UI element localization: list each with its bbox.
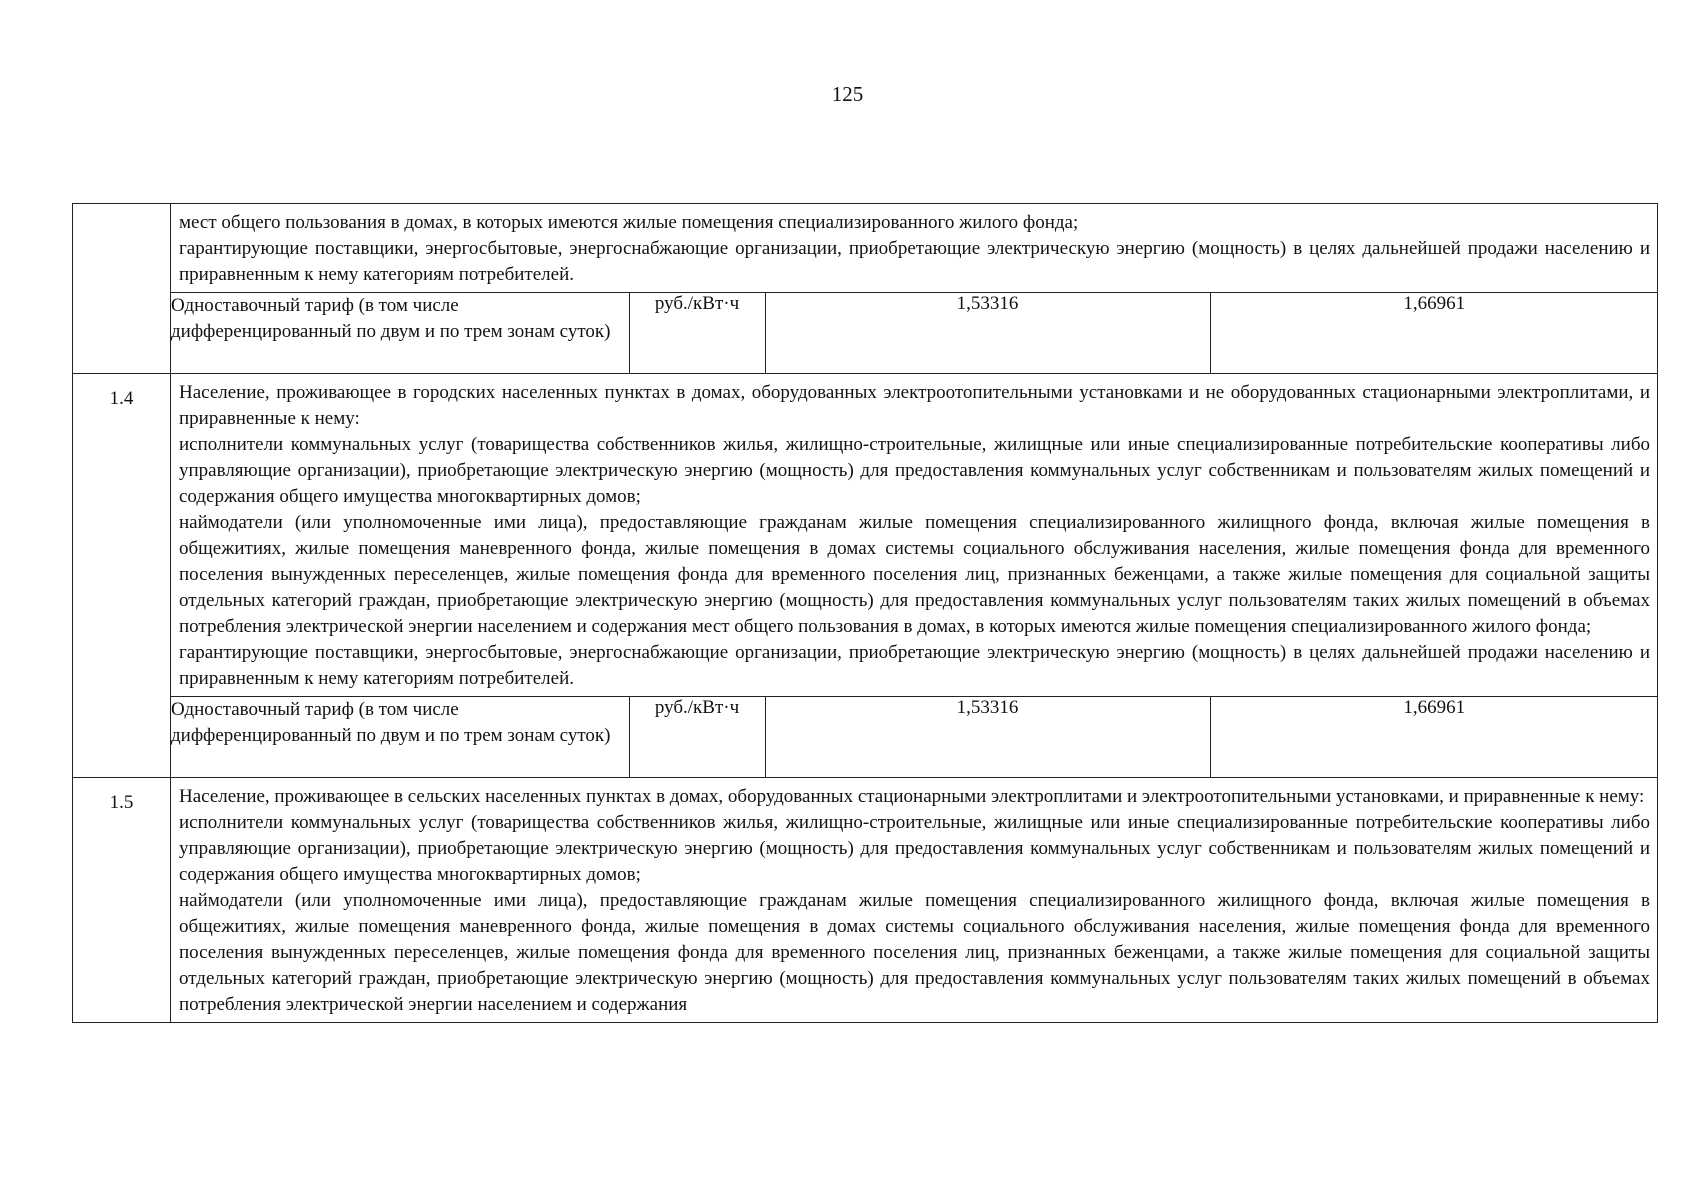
tariff-name: Одноставочный тариф (в том числе дифференцированный по двум и по трем зонам суток) (171, 699, 611, 746)
paragraph: исполнители коммунальных услуг (товарищества собственников жилья, жилищно-строительные, жилищные или иные специализированные потребительские кооперативы либо управляющие организации), приобретающие электрическую энергию (мощность) для предоставления коммунальных услуг собственникам и пользователям жилых помещений и содержания общего имущества многоквартирных домов; (179, 812, 1650, 885)
table-row (73, 204, 1658, 374)
paragraph: наймодатели (или уполномоченные ими лица), предоставляющие гражданам жилые помещения специализированного жилищного фонда, включая жилые помещения в общежитиях, жилые помещения маневренного фонда, жилые помещения в домах системы социального обслуживания населения, жилые помещения фонда для временного поселения вынужденных переселенцев, жилые помещения фонда для временного поселения лиц, признанных беженцами, а также жилые помещения для социальной защиты отдельных категорий граждан, приобретающие электрическую энергию (мощность) для предоставления коммунальных услуг пользователям таких жилых помещений в объемах потребления электрической энергии населением и содержания (179, 890, 1650, 1015)
paragraph: исполнители коммунальных услуг (товарищества собственников жилья, жилищно-строительные, жилищные или иные специализированные потребительские кооперативы либо управляющие организации), приобретающие электрическую энергию (мощность) для предоставления коммунальных услуг собственникам и пользователям жилых помещений и содержания общего имущества многоквартирных домов; (179, 434, 1650, 507)
table-row (73, 374, 1658, 778)
paragraph: наймодатели (или уполномоченные ими лица), предоставляющие гражданам жилые помещения специализированного жилищного фонда, включая жилые помещения в общежитиях, жилые помещения маневренного фонда, жилые помещения в домах системы социального обслуживания населения, жилые помещения фонда для временного поселения вынужденных переселенцев, жилые помещения фонда для временного поселения лиц, признанных беженцами, а также жилые помещения для социальной защиты отдельных категорий граждан, приобретающие электрическую энергию (мощность) для предоставления коммунальных услуг пользователям таких жилых помещений в объемах потребления электрической энергии населением и содержания мест общего пользования в домах, в которых имеются жилые помещения специализированного жилого фонда; (179, 512, 1650, 637)
row-number: 1.4 (73, 374, 171, 778)
category-description (171, 374, 1657, 696)
tariff-value-2: 1,66961 (1210, 697, 1658, 777)
tariff-value-2: 1,66961 (1210, 293, 1658, 373)
page-number: 125 (831, 82, 864, 106)
paragraph: гарантирующие поставщики, энергосбытовые, энергоснабжающие организации, приобретающие электрическую энергию (мощность) в целях дальнейшей продажи населению и приравненным к нему категориям потребителей. (179, 238, 1650, 285)
tariff-unit: руб./кВт·ч (629, 293, 765, 373)
category-description (171, 778, 1657, 1022)
row-number: 1.5 (73, 778, 171, 1023)
paragraph: гарантирующие поставщики, энергосбытовые, энергоснабжающие организации, приобретающие электрическую энергию (мощность) в целях дальнейшей продажи населению и приравненным к нему категориям потребителей. (179, 642, 1650, 689)
paragraph: Население, проживающее в городских населенных пунктах в домах, оборудованных электроотопительными установками и не оборудованных стационарными электроплитами, и приравненные к нему: (179, 382, 1650, 429)
row-content (171, 204, 1658, 374)
paragraph: мест общего пользования в домах, в которых имеются жилые помещения специализированного жилого фонда; (179, 212, 1079, 233)
row-number (73, 204, 171, 374)
tariff-subtable (171, 293, 1658, 373)
tariff-subtable (171, 697, 1658, 777)
tariff-unit: руб./кВт·ч (629, 697, 765, 777)
category-description (171, 204, 1657, 292)
row-content (171, 778, 1658, 1023)
row-content (171, 374, 1658, 778)
tariff-name: Одноставочный тариф (в том числе дифференцированный по двум и по трем зонам суток) (171, 295, 611, 342)
table-row (73, 778, 1658, 1023)
tariff-value-1: 1,53316 (765, 293, 1210, 373)
tariff-table (72, 203, 1658, 1023)
tariff-value-1: 1,53316 (765, 697, 1210, 777)
paragraph: Население, проживающее в сельских населенных пунктах в домах, оборудованных стационарными электроплитами и электроотопительными установками, и приравненные к нему: (179, 786, 1645, 807)
